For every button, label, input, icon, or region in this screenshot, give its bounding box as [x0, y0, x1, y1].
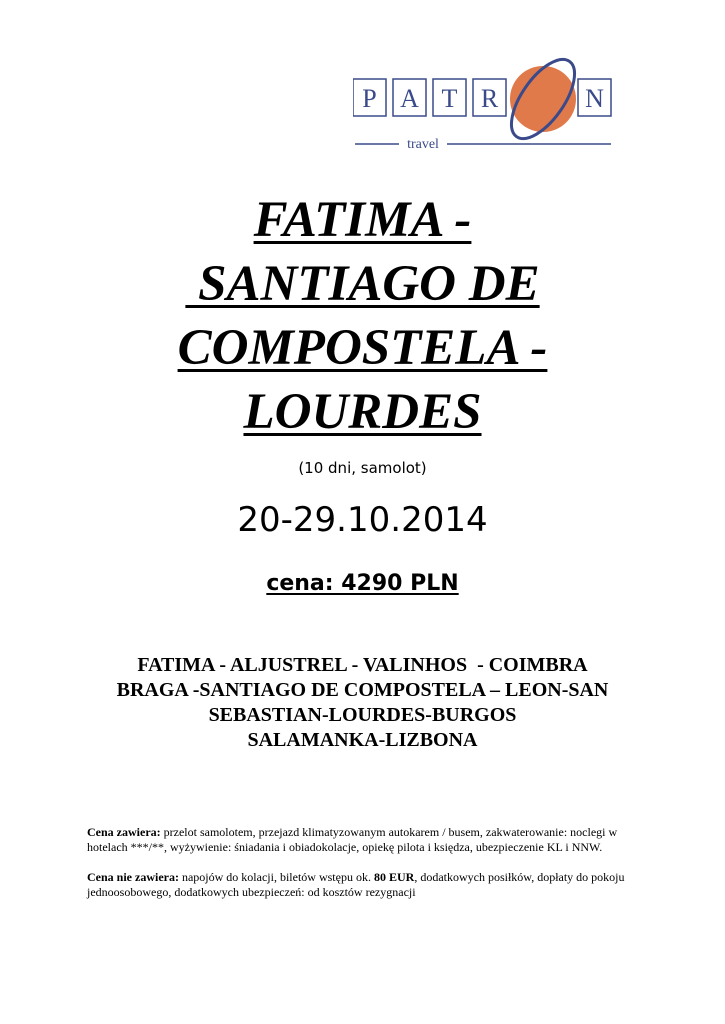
title-text: FATIMA -: [253, 192, 472, 248]
trip-route: [0, 653, 725, 753]
trip-price: [0, 571, 725, 596]
price-includes-label: Cena zawiera:: [87, 825, 161, 839]
patron-travel-logo: [353, 52, 615, 152]
route-line: BRAGA -SANTIAGO DE COMPOSTELA – LEON-SAN: [116, 679, 609, 701]
logo-letter-3: T: [441, 84, 458, 113]
price-excludes-text-before: napojów do kolacji, biletów wstępu ok.: [178, 870, 374, 884]
price-includes-text: przelot samolotem, przejazd klimatyzowanym autokarem / busem, zakwaterowanie: noclegi w hotelach ***/**, wyżywienie: śniadania i obiadokolacje, opiekę pilota i księdza, ubezpieczenie KL i NNW.: [87, 825, 618, 854]
trip-duration: (10 dni, samolot): [298, 459, 427, 477]
route-line: FATIMA - ALJUSTREL - VALINHOS - COIMBRA: [137, 654, 588, 676]
title-line: [0, 188, 725, 252]
logo-letter-5: N: [585, 84, 604, 113]
title-line: [0, 380, 725, 444]
route-line: SALAMANKA-LIZBONA: [247, 729, 478, 751]
route-line: SEBASTIAN-LOURDES-BURGOS: [208, 704, 517, 726]
patron-logo-graphic: [353, 52, 615, 152]
price-excludes: [87, 870, 647, 900]
logo-letter-4: R: [480, 84, 499, 113]
logo-letter-2: A: [400, 84, 419, 113]
price-excludes-text-after: , dodatkowych posiłków, dopłaty do pokoju jednoosobowego, dodatkowych ubezpieczeń: od kosztów rezygnacji: [87, 870, 625, 899]
price-excludes-label: Cena nie zawiera:: [87, 870, 179, 884]
title-line: [0, 316, 725, 380]
price-includes: [87, 825, 647, 855]
title-text: COMPOSTELA -: [177, 320, 548, 376]
price-excludes-amount: 80 EUR: [373, 870, 415, 884]
logo-letter-1: P: [362, 84, 377, 113]
title-text: SANTIAGO DE: [185, 256, 540, 312]
trip-title: [0, 188, 725, 444]
price-text: cena: 4290 PLN: [266, 571, 459, 596]
logo-subtext: travel: [407, 137, 439, 152]
title-line: [0, 252, 725, 316]
price-notes: [87, 825, 647, 915]
trip-dates: 20-29.10.2014: [237, 500, 488, 540]
title-text: LOURDES: [243, 384, 482, 440]
